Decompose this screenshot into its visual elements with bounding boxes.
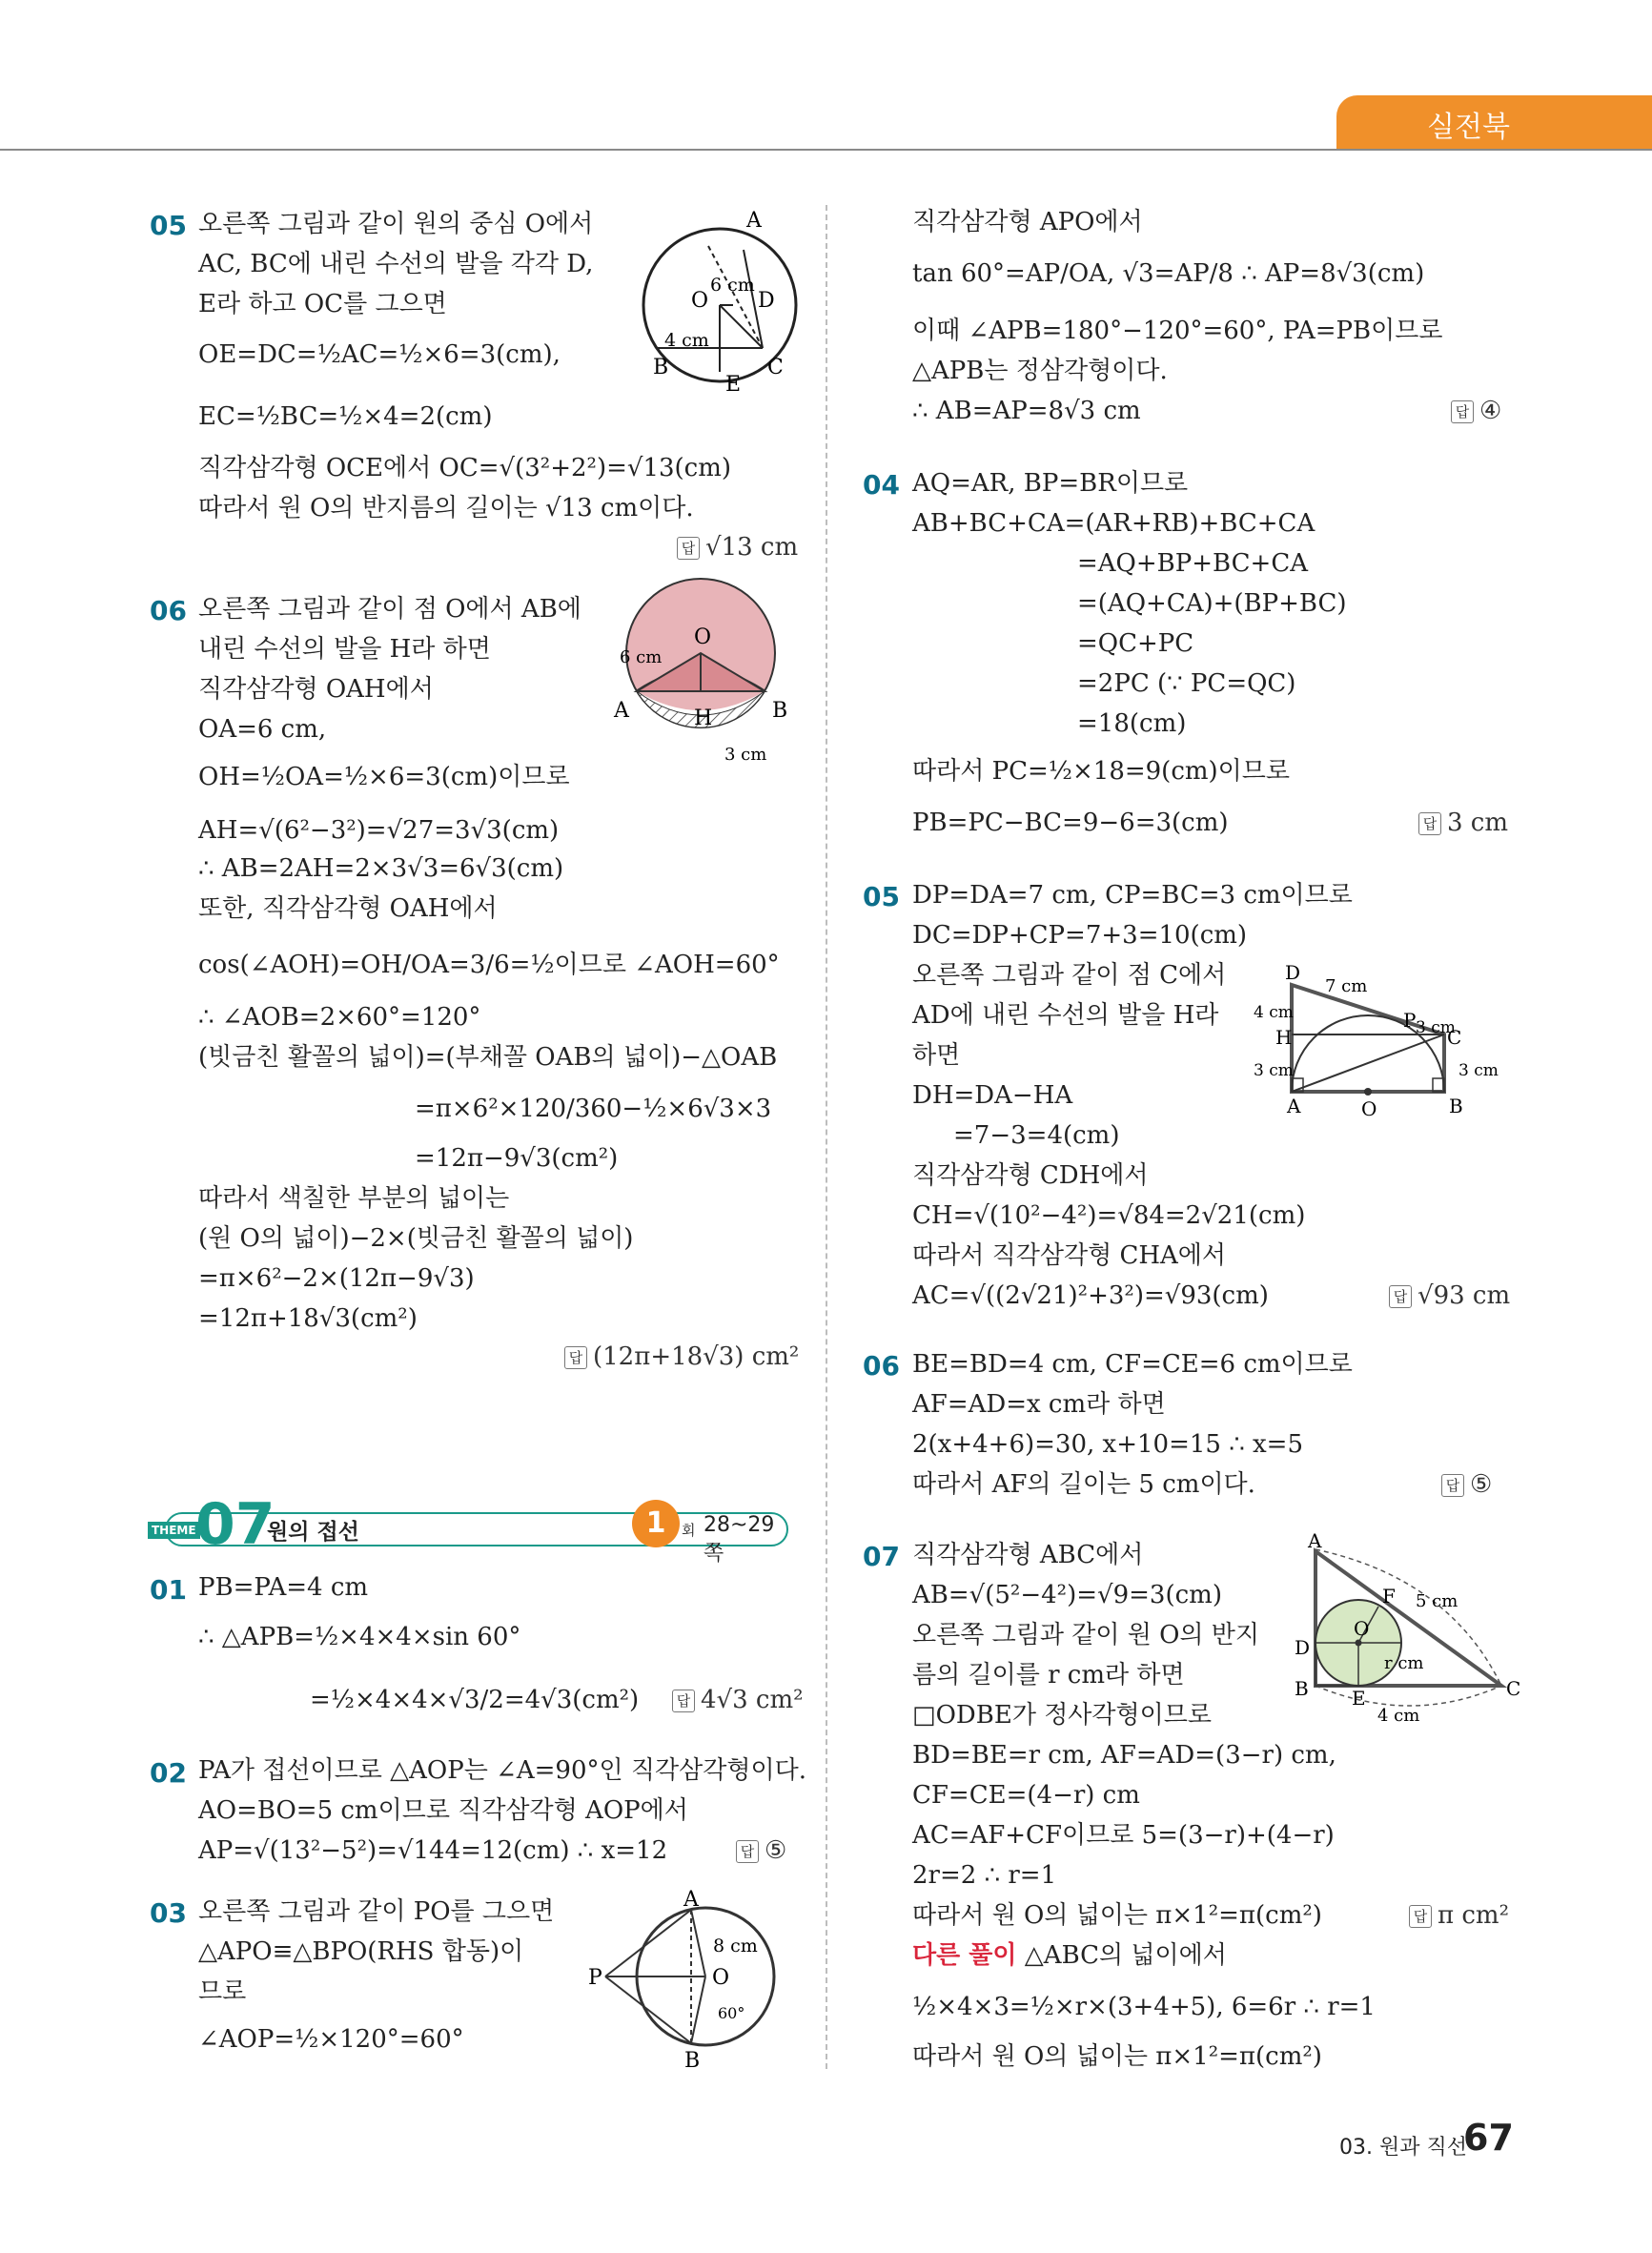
solution-line: AO=BO=5 cm이므로 직각삼각형 AOP에서 bbox=[198, 1796, 688, 1825]
solution-line: (원 O의 넓이)−2×(빗금친 활꼴의 넓이) bbox=[198, 1224, 634, 1253]
solution-line: AC=√((2√21)²+3²)=√93(cm) bbox=[912, 1281, 1269, 1310]
fig-label: O bbox=[694, 625, 712, 649]
fig-label: C bbox=[1447, 1026, 1462, 1049]
solution-line: AF=AD=x cm라 하면 bbox=[912, 1390, 1166, 1419]
fig-label: F bbox=[1382, 1585, 1396, 1608]
solution-line: 오른쪽 그림과 같이 점 C에서 bbox=[912, 961, 1227, 990]
answer bbox=[1418, 809, 1508, 837]
solution-line: DH=DA−HA bbox=[912, 1081, 1073, 1110]
solution-line: 오른쪽 그림과 같이 PO를 그으면 bbox=[198, 1897, 555, 1926]
solution-line: 직각삼각형 OCE에서 OC=√(3²+2²)=√13(cm) bbox=[198, 454, 732, 482]
solution-line: =QC+PC bbox=[1077, 629, 1194, 658]
solution-line: 따라서 AF의 길이는 5 cm이다. bbox=[912, 1470, 1255, 1499]
solution-line: AD에 내린 수선의 발을 H라 bbox=[912, 1001, 1219, 1030]
answer bbox=[736, 1836, 786, 1865]
answer bbox=[1389, 1281, 1510, 1310]
fig-label: C bbox=[767, 356, 784, 379]
fig-label: 6 cm bbox=[710, 275, 755, 296]
fig-label: 4 cm bbox=[1377, 1706, 1420, 1726]
solution-line: tan 60°=AP/OA, √3=AP/8 ∴ AP=8√3(cm) bbox=[912, 259, 1425, 288]
answer-value: √13 cm bbox=[705, 533, 799, 562]
page-number: 67 bbox=[1463, 2117, 1514, 2159]
solution-line: ∴ △APB=½×4×4×sin 60° bbox=[198, 1623, 521, 1651]
answer bbox=[672, 1686, 804, 1714]
solution-line: ½×4×3=½×r×(3+4+5), 6=6r ∴ r=1 bbox=[912, 1993, 1376, 2021]
page-range: 28~29쪽 bbox=[704, 1513, 775, 1566]
solution-line: AH=√(6²−3²)=√27=3√3(cm) bbox=[198, 816, 560, 845]
solution-line: PB=PA=4 cm bbox=[198, 1573, 369, 1602]
solution-line: △APB는 정삼각형이다. bbox=[912, 357, 1168, 385]
solution-line: 오른쪽 그림과 같이 점 O에서 AB에 bbox=[198, 595, 581, 624]
solution-line: DC=DP+CP=7+3=10(cm) bbox=[912, 921, 1248, 950]
problem-number: 01 bbox=[150, 1574, 187, 1606]
solution-line: =2PC (∵ PC=QC) bbox=[1077, 669, 1296, 698]
solution-line: 2(x+4+6)=30, x+10=15 ∴ x=5 bbox=[912, 1430, 1304, 1459]
answer bbox=[1441, 1470, 1492, 1499]
solution-line: 오른쪽 그림과 같이 원의 중심 O에서 bbox=[198, 210, 594, 238]
alt-solution-line bbox=[912, 1939, 1227, 1972]
answer-value: √93 cm bbox=[1417, 1281, 1511, 1310]
fig-label: A bbox=[1308, 1529, 1322, 1552]
fig-label: 60° bbox=[718, 2004, 745, 2022]
problem-number: 05 bbox=[863, 881, 900, 912]
solution-line: ∠AOP=½×120°=60° bbox=[198, 2025, 464, 2054]
solution-line: 오른쪽 그림과 같이 원 O의 반지 bbox=[912, 1621, 1260, 1649]
theme-heading bbox=[148, 1491, 786, 1566]
solution-line: 따라서 색칠한 부분의 넓이는 bbox=[198, 1184, 510, 1213]
answer-value: π cm² bbox=[1438, 1901, 1509, 1930]
fig-label: C bbox=[1506, 1677, 1521, 1700]
fig-label: A bbox=[614, 699, 629, 723]
solution-line: 직각삼각형 ABC에서 bbox=[912, 1541, 1144, 1569]
column-divider bbox=[826, 205, 827, 2069]
solution-line: 또한, 직각삼각형 OAH에서 bbox=[198, 894, 498, 923]
solution-line: AB+BC+CA=(AR+RB)+BC+CA bbox=[912, 509, 1315, 538]
alt-solution-tag: 다른 풀이 bbox=[912, 1941, 1017, 1970]
theme-number: 07 bbox=[195, 1491, 275, 1558]
fig-label: B bbox=[653, 356, 669, 379]
answer-value: ⑤ bbox=[765, 1836, 787, 1865]
solution-line: 직각삼각형 OAH에서 bbox=[198, 675, 434, 704]
solution-line: AC=AF+CF이므로 5=(3−r)+(4−r) bbox=[912, 1821, 1335, 1850]
solution-line: CH=√(10²−4²)=√84=2√21(cm) bbox=[912, 1201, 1306, 1230]
session-badge: 1 bbox=[632, 1500, 680, 1547]
solution-line: =π×6²×120/360−½×6√3×3 bbox=[415, 1095, 772, 1123]
fig-label: 3 cm bbox=[1254, 1061, 1294, 1080]
solution-line: OH=½OA=½×6=3(cm)이므로 bbox=[198, 763, 570, 791]
answer-mark: 답 bbox=[1409, 1905, 1432, 1928]
answer-mark: 답 bbox=[677, 537, 700, 560]
fig-label: A bbox=[683, 1888, 699, 1912]
alt-solution-text: △ABC의 넓이에서 bbox=[1024, 1941, 1227, 1970]
solution-line: AB=√(5²−4²)=√9=3(cm) bbox=[912, 1581, 1222, 1609]
solution-line: 직각삼각형 APO에서 bbox=[912, 208, 1143, 236]
fig-label: O bbox=[1354, 1617, 1370, 1640]
answer-mark: 답 bbox=[1451, 400, 1474, 423]
solution-line: DP=DA=7 cm, CP=BC=3 cm이므로 bbox=[912, 881, 1353, 910]
answer-value: 3 cm bbox=[1447, 809, 1509, 837]
section-tab bbox=[1336, 95, 1652, 149]
problem-number: 06 bbox=[863, 1350, 900, 1382]
fig-label: 8 cm bbox=[713, 1936, 758, 1956]
fig-label: P bbox=[1403, 1009, 1417, 1032]
answer-value: (12π+18√3) cm² bbox=[593, 1342, 800, 1371]
answer bbox=[1451, 397, 1501, 425]
solution-line: =18(cm) bbox=[1077, 709, 1187, 738]
solution-line: 하면 bbox=[912, 1041, 961, 1070]
fig-label: O bbox=[691, 289, 709, 313]
solution-line: 내린 수선의 발을 H라 하면 bbox=[198, 635, 491, 664]
answer-mark: 답 bbox=[672, 1690, 695, 1712]
theme-title: 원의 접선 bbox=[267, 1520, 359, 1545]
solution-line: PB=PC−BC=9−6=3(cm) bbox=[912, 809, 1229, 837]
problem-number: 04 bbox=[863, 469, 900, 501]
header-rule bbox=[0, 149, 1652, 151]
solution-line: CF=CE=(4−r) cm bbox=[912, 1781, 1140, 1810]
fig-label: 4 cm bbox=[664, 330, 709, 351]
fig-label: 4 cm bbox=[1254, 1003, 1294, 1022]
solution-line: 따라서 원 O의 반지름의 길이는 √13 cm이다. bbox=[198, 494, 694, 522]
fig-label: H bbox=[694, 707, 713, 730]
answer-mark: 답 bbox=[736, 1840, 759, 1863]
answer-value: 4√3 cm² bbox=[701, 1686, 804, 1714]
answer-mark: 답 bbox=[564, 1346, 587, 1369]
solution-line: AC, BC에 내린 수선의 발을 각각 D, bbox=[198, 250, 594, 278]
section-tab-label: 실전북 bbox=[1427, 111, 1510, 144]
figure-circle-chords bbox=[624, 210, 815, 400]
figure-incircle-triangle bbox=[1287, 1529, 1521, 1731]
fig-label: B bbox=[684, 2049, 701, 2073]
solution-line: ∴ AB=AP=8√3 cm bbox=[912, 397, 1141, 425]
answer-mark: 답 bbox=[1389, 1285, 1412, 1308]
fig-label: O bbox=[1361, 1097, 1377, 1120]
answer-mark: 답 bbox=[1418, 812, 1441, 835]
chapter-label: 03. 원과 직선 bbox=[1339, 2136, 1467, 2160]
fig-label: D bbox=[1295, 1636, 1311, 1659]
problem-number: 03 bbox=[150, 1897, 187, 1929]
figure-tangent-lines bbox=[586, 1888, 806, 2073]
solution-line: 직각삼각형 CDH에서 bbox=[912, 1161, 1149, 1190]
solution-line: AP=√(13²−5²)=√144=12(cm) ∴ x=12 bbox=[198, 1836, 668, 1865]
figure-trapezoid-semicircle bbox=[1249, 958, 1506, 1130]
problem-number: 06 bbox=[150, 595, 187, 626]
solution-line: =½×4×4×√3/2=4√3(cm²) bbox=[310, 1686, 640, 1714]
fig-label: O bbox=[712, 1966, 730, 1990]
fig-label: D bbox=[1285, 961, 1301, 984]
fig-label: B bbox=[772, 699, 788, 723]
solution-line: (빗금친 활꼴의 넓이)=(부채꼴 OAB의 넓이)−△OAB bbox=[198, 1043, 778, 1072]
solution-line: =(AQ+CA)+(BP+BC) bbox=[1077, 589, 1347, 618]
solution-line: 름의 길이를 r cm라 하면 bbox=[912, 1661, 1185, 1690]
fig-label: A bbox=[1287, 1095, 1301, 1117]
fig-label: 3 cm bbox=[1416, 1018, 1456, 1037]
fig-label: E bbox=[725, 373, 742, 397]
fig-label: B bbox=[1295, 1677, 1309, 1700]
solution-line: 따라서 PC=½×18=9(cm)이므로 bbox=[912, 757, 1291, 786]
answer-mark: 답 bbox=[1441, 1474, 1464, 1497]
fig-label: B bbox=[1449, 1095, 1463, 1117]
solution-line: 이때 ∠APB=180°−120°=60°, PA=PB이므로 bbox=[912, 317, 1443, 345]
session-unit: 회 bbox=[682, 1522, 696, 1539]
fig-label: 5 cm bbox=[1416, 1591, 1458, 1611]
fig-label: E bbox=[1352, 1687, 1366, 1710]
fig-label: D bbox=[758, 289, 775, 313]
solution-line: 따라서 직각삼각형 CHA에서 bbox=[912, 1241, 1227, 1270]
solution-line: OA=6 cm, bbox=[198, 715, 327, 744]
solution-line: BD=BE=r cm, AF=AD=(3−r) cm, bbox=[912, 1741, 1336, 1770]
solution-line: cos(∠AOH)=OH/OA=3/6=½이므로 ∠AOH=60° bbox=[198, 951, 780, 979]
problem-number: 05 bbox=[150, 210, 187, 241]
solution-line: E라 하고 OC를 그으면 bbox=[198, 290, 447, 318]
solution-line: =AQ+BP+BC+CA bbox=[1077, 549, 1308, 578]
fig-label: P bbox=[588, 1966, 602, 1990]
fig-label: 7 cm bbox=[1325, 976, 1368, 996]
solution-line: =7−3=4(cm) bbox=[953, 1121, 1120, 1150]
answer bbox=[677, 533, 798, 562]
solution-line: =π×6²−2×(12π−9√3) bbox=[198, 1264, 475, 1293]
problem-number: 07 bbox=[863, 1541, 900, 1572]
solution-line: EC=½BC=½×4=2(cm) bbox=[198, 402, 493, 431]
fig-label: H bbox=[1275, 1026, 1293, 1049]
problem-number: 02 bbox=[150, 1757, 187, 1789]
answer-value: ④ bbox=[1479, 397, 1502, 425]
fig-label: 6 cm bbox=[620, 647, 663, 667]
answer bbox=[564, 1342, 799, 1371]
solution-line: 따라서 원 O의 넓이는 π×1²=π(cm²) bbox=[912, 2042, 1322, 2071]
solution-line: □ODBE가 정사각형이므로 bbox=[912, 1701, 1213, 1730]
solution-line: PA가 접선이므로 △AOP는 ∠A=90°인 직각삼각형이다. bbox=[198, 1756, 806, 1785]
solution-line: 2r=2 ∴ r=1 bbox=[912, 1861, 1057, 1890]
fig-label: r cm bbox=[1384, 1653, 1424, 1673]
figure-shaded-circle bbox=[610, 596, 801, 787]
solution-line: ∴ ∠AOB=2×60°=120° bbox=[198, 1003, 481, 1032]
fig-label: A bbox=[746, 209, 762, 233]
solution-line: AQ=AR, BP=BR이므로 bbox=[912, 469, 1189, 498]
solution-line: 므로 bbox=[198, 1977, 247, 2006]
answer bbox=[1409, 1901, 1509, 1930]
fig-label: 3 cm bbox=[1458, 1061, 1499, 1080]
answer-value: ⑤ bbox=[1470, 1470, 1493, 1499]
solution-line: ∴ AB=2AH=2×3√3=6√3(cm) bbox=[198, 854, 564, 883]
theme-label: THEME bbox=[148, 1522, 200, 1539]
solution-line: BE=BD=4 cm, CF=CE=6 cm이므로 bbox=[912, 1350, 1353, 1379]
solution-line: OE=DC=½AC=½×6=3(cm), bbox=[198, 340, 561, 369]
solution-line: =12π−9√3(cm²) bbox=[415, 1144, 619, 1173]
solution-line: =12π+18√3(cm²) bbox=[198, 1304, 418, 1333]
solution-line: 따라서 원 O의 넓이는 π×1²=π(cm²) bbox=[912, 1901, 1322, 1930]
solution-line: △APO≡△BPO(RHS 합동)이 bbox=[198, 1937, 524, 1966]
fig-label: 3 cm bbox=[724, 745, 767, 765]
